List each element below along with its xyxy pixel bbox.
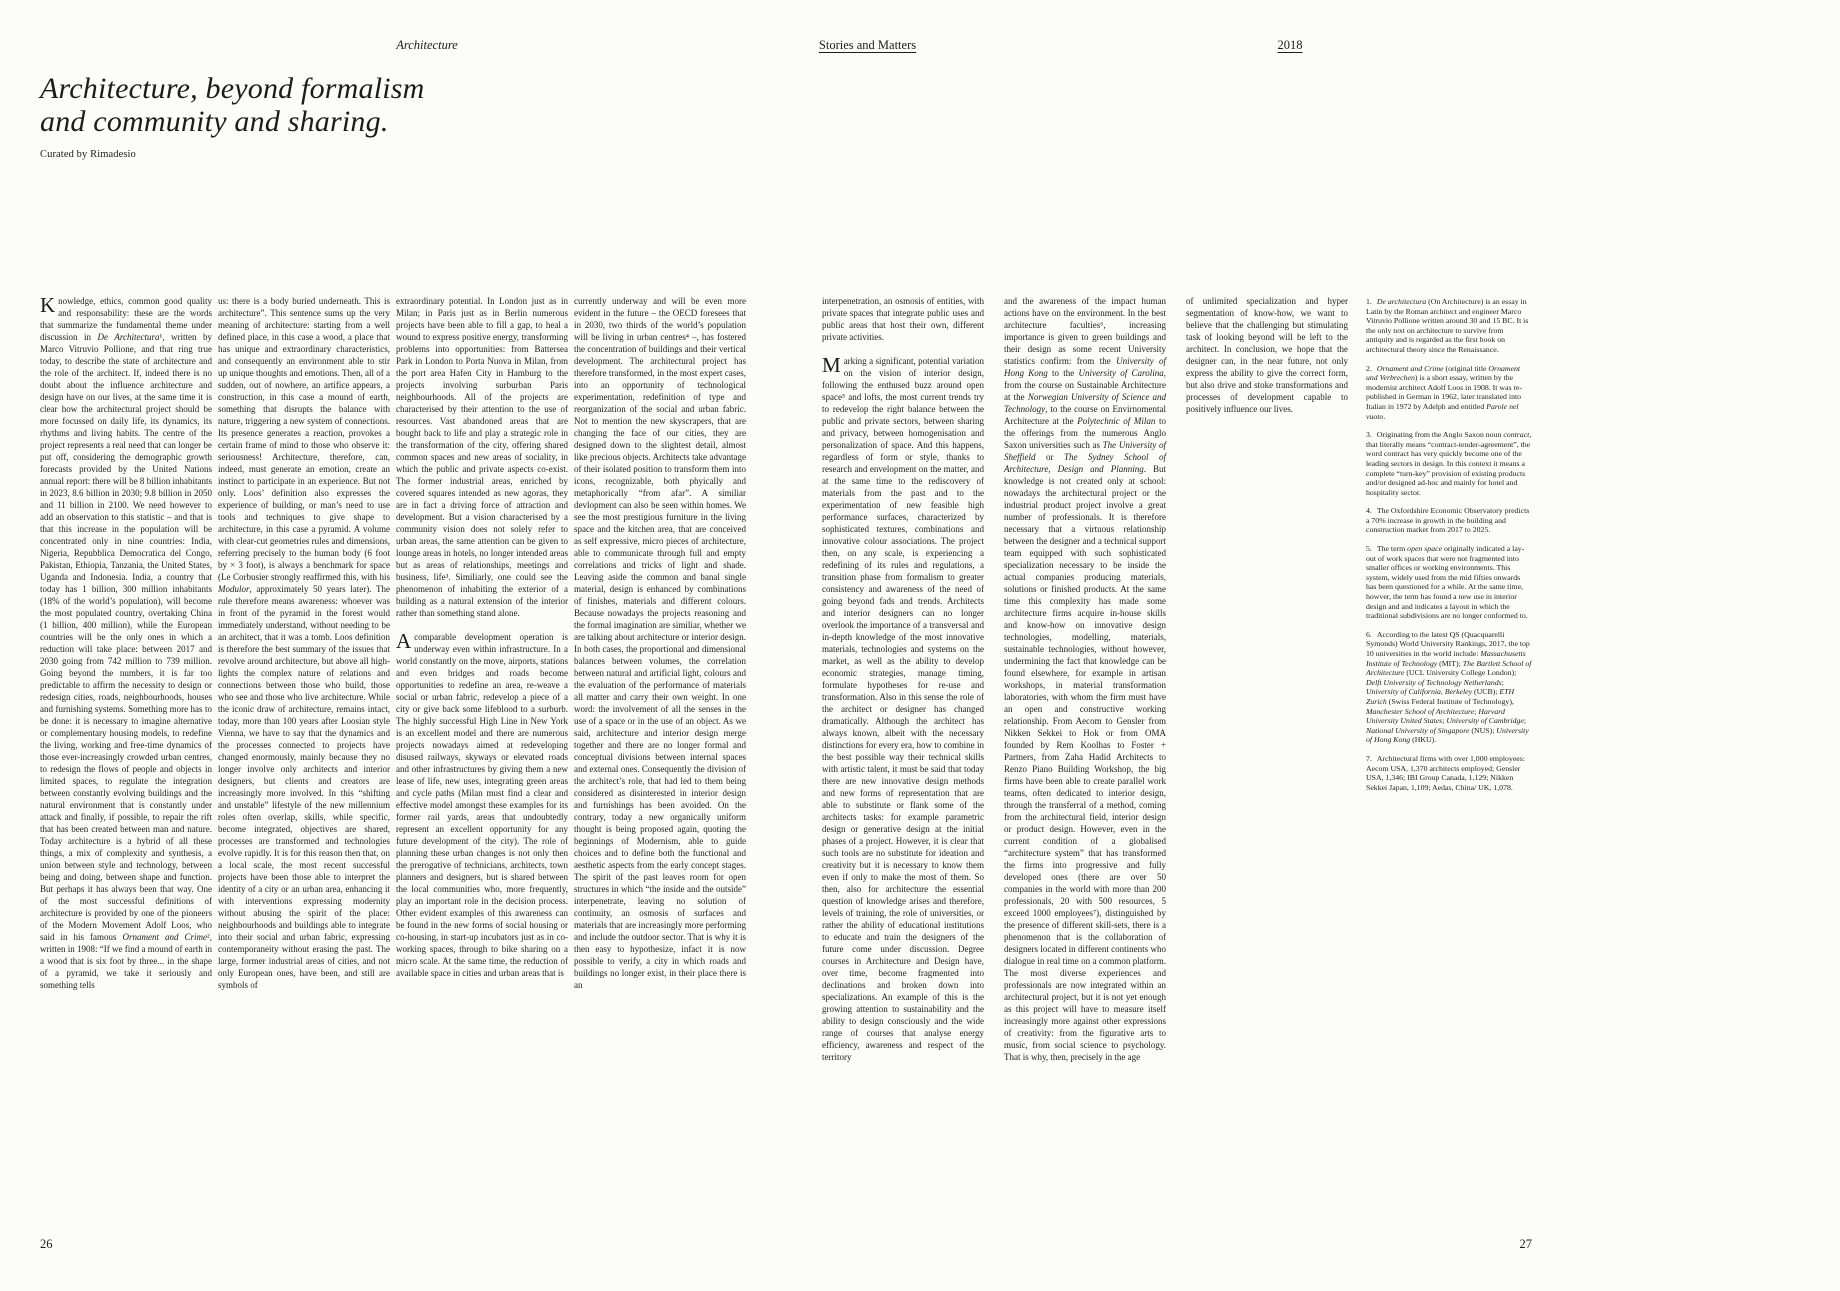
footnote-number: 1. [1366, 297, 1372, 306]
text-column [1186, 295, 1348, 415]
byline: Curated by Rimadesio [40, 149, 136, 160]
page-number-left: 26 [40, 1237, 53, 1251]
footnote: 3. Originating from the Anglo Saxon noun contract, that literally means “contract-tender-agreement”, the word contract has very quickly become one of the leading sectors in design. In this context it means a complete “turn-key” provision of existing products and/or designed ad-hoc and mainly for hotel and hospitality sector. [1366, 430, 1532, 497]
footnote: 7. Architectural firms with over 1,000 employees: Aecom USA, 1,370 architects employed; Gensler USA, 1,346; IBI Group Canada, 1,129; Nikken Sekkei Japan, 1,109; Aedas, China/ UK, 1,078. [1366, 753, 1525, 792]
running-head-year: 2018 [1277, 38, 1303, 52]
footnote-number: 3. [1366, 430, 1372, 440]
paragraph: us: there is a body buried underneath. This is architecture”. This sentence sums up the very meaning of architecture: starting from a well defined place, in this case a wood, a place that has unique and extraordinary characteristics, and consequently an environment able to stir up unique thoughts and emotions. Then, all of a sudden, out of nowhere, an artifice appears, a construction, in this case a mound of earth, something that disrupts the balance with nature, triggering a new system of connections. Its presence generates a reaction, provokes a certain frame of mind to those who observe it: seriousness! Architecture, therefore, can, indeed, must generate an emotion, create an instinct to participate in an experience. But not only. Loos’ definition also expresses the experience of building, or man’s need to use tools and techniques to give shape to architecture, in this case a pyramid. A volume with clear-cut geometries rules and dimensions, referring precisely to the human body (6 foot by × 3 foot), is always a benchmark for space (Le Corbusier strongly reaffirmed this, with his Modulor, approximately 50 years later). The rule therefore means awareness: whoever was in front of the pyramid in the forest would immediately understand, without needing to be an architect, that it was a tomb. Loos definition is therefore the best summary of the issues that revolve around architecture, but above all high-lights the complex nature of relations and connections between those who build, those who see and those who live architecture. While the iconic draw of architecture, remains intact, today, more than 100 years after Loosian style Vienna, we have to say that the dynamics and the processes connected to projects have changed enormously, mainly because they no longer involve only architects and interior designers, but clients and creators are increasingly more involved. In this “shifting and unstable” lifestyle of the new millennium roles often overlap, skills, while specific, become integrated, objectives are shared, processes are transformed and technologies evolve rapidly. It is for this reason then that, on a local scale, the most recent successful projects have been those able to interpret the identity of a city or an urban area, enhancing it with interventions expressing modernity without abusing the spirit of the place: neighbourhoods and buildings able to integrate into their social and urban fabric, expressing contemporaneity without erasing the past. The large, former industrial areas of cities, and not only European ones, have been, and still are symbols of [218, 296, 390, 990]
text-column [1004, 295, 1166, 1063]
paragraph: interpenetration, an osmosis of entities, with private spaces that integrate public uses and public areas that host their own, different private activities. [822, 296, 984, 342]
article-title-line-2: and community and sharing. [40, 105, 389, 138]
footnote-number: 6. [1366, 629, 1372, 639]
footnote: 1. De architectura (On Architecture) is an essay in Latin by the Roman architect and engineer Marco Vitruvio Pollione written around 30 and 15 BC. It is the only text on architecture to survive from antiquity and is regarded as the first book on architectural theory since the Renaissance. [1366, 297, 1529, 354]
footnote-number: 5. [1366, 544, 1372, 554]
drop-cap: A [396, 629, 412, 653]
paragraph: and the awareness of the impact human actions have on the environment. In the best architecture faculties⁶, increasing importance is given to green buildings and their design as some recent University statistics confirm: from the University of Hong Kong to the University of Carolina, from the course on Sustainable Architecture at the Norwegian University of Science and Technology, to the course on Envirnomental Architecture at the Polytechnic of Milan to the offerings from the numerous Anglo Saxon universities such as The University of Sheffield or The Sydney School of Architecture, Design and Planning. But knowledge is not created only at school: nowadays the architectural project or the industrial product project involve a great number of professionals. It is therefore necessary that a virtuous relationship between the designer and a technical support team equipped with such sophisticated specialization necessary to be inside the actual companies producing materials, solutions or finished products. At the same time this complexity has made some architecture firms acquire in-house skills and know-how on innovative design technologies, modelling, materials, sustainable technologies, without however, undermining the fact that knowledge can be found elsewhere, for example in artisan workshops, in material transformation laboratories, with whom the firm must have an open and constructive working relationship. From Aecom to Gensler from Nikken Sekkei to Hok or from OMA founded by Rem Koolhas to Foster + Partners, from Zaha Hadid Architects to Renzo Piano Building Workshop, the big firms have been able to create parallel work teams, often dedicated to interior design, through the transferral of a method, coming from the architectural field, interior design or product design. However, even in the current condition of a globalised “architecture system” that has transformed the firms into progressive and fully developed ones (there are over 50 companies in the world with more than 200 professionals, 20 with 500 resources, 5 exceed 1000 employees⁷), distinguished by the presence of different skill-sets, there is a phenomenon that is the collaboration of designers located in different continents who dialogue in real time on a common platform. The most diverse experiences and professionals are now integrated within an architectural project, but it is not yet enough as this project will have to measure itself increasingly more against other expressions of creativity: from the figurative arts to music, from social science to psychology. That is why, then, precisely in the age [1004, 296, 1167, 1062]
footnote: 4. The Oxfordshire Economic Observatory predicts a 70% increase in growth in the building and construction market from 2017 to 2025. [1366, 506, 1530, 535]
running-head-section: Architecture [396, 38, 458, 52]
article-title [40, 72, 425, 138]
paragraph: Marking a significant, potential variation on the vision of interior design, following the enthused buzz around open space⁵ and lofts, the most current trends try to redevelop the right balance between the public and private sectors, between sharing and privacy, between homogenisation and personalization of space. And this happens, regardless of form or style, thanks to research and envelopment on the matter, and at the same time to the rediscovery of materials from the past and to the experimentation of new feasible high performance surfaces, characterized by sophisticated textures, combinations and innovative colour associations. The project then, on any scale, is experiencing a redefining of its rules and regulations, a transition phase from formalism to greater consistency and awareness of the need of going beyond fads and trends. Architects and interior designers can no longer overlook the importance of a transversal and in-depth knowledge of the most innovative materials, technologies and systems on the market, as well as the ability to develop economic strategies, manage timing, formulate hypotheses for re-use and transformation. Also in this sense the role of the architect or designer has changed dramatically. Although the architect has always known, albeit with the necessary distinctions for every era, how to combine in the best possible way their technical skills with artistic talent, it must be said that today there are new innovative design methods and new forms of representation that are able to substitute or flank some of the architects tasks: for example parametric design or generative design at the initial phases of a project. However, it is clear that such tools are no substitute for ideation and creativity but it is necessary to know them even if only to make the most of them. So then, also for architecture the essential question of knowledge arises and therefore, levels of training, the role of universities, or rather the ability of educational institutions to educate and train the designers of the future come under discussion. Degree courses in Architecture and Design have, over time, become fragmented into declinations and broken down into specializations. An example of this is the growing attention to sustainability and the ability to design consciously and the wide range of courses that analyse energy efficiency, awareness and respect of the territory [822, 353, 984, 1062]
text-column [822, 295, 984, 1063]
paragraph: of unlimited specialization and hyper segmentation of know-how, we want to believe that the challenging but stimulating task of looking beyond will be left to the architect. In conclusion, we hope that the designer can, in the near future, not only express the ability to give the correct form, but also drive and stoke transformations and processes of development capable to positively influence our lives. [1186, 296, 1348, 414]
page-number-right: 27 [1519, 1237, 1532, 1251]
footnote: 6. According to the latest QS (Quacquarelli Symonds) World University Rankings, 2017, the top 10 universities in the world include: Massachusetts Institute of Technology (MIT); The Bartlett School of Architecture (UCL University College London); Delft University of Technology Netherlands; University of California, Berkeley (UCB); ETH Zurich (Swiss Federal Institute of Technology), Manchester School of Architecture; Harvard University United States; University of Cambridge; National University of Singapore (NUS); University of Hong Kong (HKU). [1366, 629, 1532, 745]
paragraph: extraordinary potential. In London just as in Milan; in Paris just as in Berlin numerous projects have been able to fill a gap, to heal a wound to express positive energy, transforming problems into opportunities: from Battersea Park in London to Porta Nuova in Milan, from the port area Hafen City in Hamburg to the projects involving surburban Paris neighbourhoods. All of the projects are characterised by their attention to the use of resources. Vast abandoned areas that are bought back to life and play a strategic role in the transformation of the city, offering shared common spaces and new areas of sociality, in which the public and private aspects co-exist. The former industrial areas, enriched by covered squares intended as new agoras, they are in fact a driving force of attraction and development. But a vision characterised by a community vision does not solely refer to urban areas, the same attention can be given to lounge areas in hotels, no longer intended areas but as areas of relationships, meetings and business, life³. Similiarly, one could see the phenomenon of inhabiting the exterior of a building as a natural extension of the interior rather than something stand alone. [396, 296, 568, 618]
drop-cap: K [40, 293, 56, 317]
article-title-line-1: Architecture, beyond formalism [40, 72, 425, 105]
paragraph: A comparable development operation is underway even within infrastructure. In a world constantly on the move, airports, stations and even bridges and roads become opportunities to redefine an area, re-weave a social or urban fabric, redevelop a piece of a city or give back some lifeblood to a surburb. The highly successful High Line in New York is an excellent model and there are numerous projects nowadays aimed at redeveloping disused railways, skyways or elevated roads and other infrastructures by giving them a new lease of life, new uses, integrating green areas and cycle paths (Milan must find a clear and effective model amongst these examples for its former rail yards, areas that undoubtedly represent an excellent opportunity for any future development of the city). The role of planning these urban changes is not only then the prerogative of technicians, architects, town planners and designers, but is shared between the local communities who, more frequently, play an important role in the decision process. Other evident examples of this awareness can be found in the new forms of social housing or co-housing, in start-up incubators just as in co-working spaces, through to bike sharing on a micro scale. At the same time, the reduction of available space in cities and urban areas that is [396, 629, 568, 978]
text-column [40, 295, 212, 991]
paragraph: currently underway and will be even more evident in the future – the OECD foresees that in 2030, two thirds of the world’s population will be living in urban centres⁴ –, has fostered the concentration of buildings and their vertical development. The architectural project has therefore transformed, in the most expert cases, into an opportunity of technological experimentation, redefinition of type and reorganization of the social and urban fabric. Not to mention the new skyscrapers, that are changing the face of our cities, they are designed down to the slightest detail, almost like precious objects. Architects take advantage of their isolated position to transform them into icons, recognizable, both phyically and metaphorically “from afar”. A similiar devlopment can also be seen within homes. We see the most prestigious furniture in the living space and the kitchen area, that are conceived as self expressive, micro pieces of architecture, able to communicate through full and empty correlations and tricks of light and shade. Leaving aside the common and banal single material, design is enhanced by combinations of finishes, materials and different colours. Because nowadays the projects reasoning and the formal imagination are similiar, whether we are talking about architecture or interior design. In both cases, the proportional and dimensional balances between volumes, the correlation between natural and artificial light, colours and the evaluation of the performance of materials all matter and carry their own weight. In one word: the involvement of all the senses in the use of a space or in the use of an object. As we said, architecture and interior design merge together and there are no longer formal and conceptual divisions between internal spaces and external ones. Consequently the division of the architect’s role, that had led to them being considered as disinterested in interior design and furnishings has been avoided. On the contrary, today a new organically uniform thought is being proposed again, quoting the beginnings of Modernism, able to guide choices and to define both the functional and aesthetic aspects from the early concept stages. The spirit of the past leaves room for open structures in which “the inside and the outside” interpenetrate, leaving no solution of continuity, an osmosis of surfaces and materials that are increasingly more performing and include the outdoor sector. That is why it is then easy to hypothesize, infact it is now possible to verify, a city in which roads and buildings no longer exist, in their place there is an [574, 296, 746, 990]
drop-cap: M [822, 353, 841, 377]
text-column [218, 295, 390, 991]
footnote: 2. Ornament and Crime (original title Ornament und Verbrechen) is a short essay, written by the modernist architect Adolf Loos in 1908. It was re-published in German in 1962, later translated into Italian in 1972 by Adelph and entitled Parole nel vuoto. [1366, 363, 1523, 421]
footnote-number: 7. [1366, 753, 1372, 763]
footnote: 5. The term open space originally indicated a lay-out of work spaces that were not fragmented into smaller offices or working environments. This system, widely used from the mid fifties onwards has been questioned for a while. At the same time, howver, the term has found a new use in interior design and and indicates a layout in which the traditional subdivisions are no longer conformed to. [1366, 544, 1528, 621]
text-column [396, 295, 568, 979]
footnote-number: 2. [1366, 363, 1372, 373]
running-head-title: Stories and Matters [818, 38, 917, 52]
paragraph: Knowledge, ethics, common good quality and responsability: these are the words that summarize the fundamental theme under discussion in De Architectura¹, written by Marco Vitruvio Pollione, and that ring true today, to describe the state of architecture and the role of the architect. If, indeed there is no doubt about the influence architecture and design have on our lives, at the same time it is clear how the architectural project should be more focussed on daily life, its dynamics, its rhythms and living habits. The centre of the project represents a real need that can longer be put off, considering the demographic growth forecasts provided by the United Nations annual report: there will be 8 billion inhabitants in 2023, 8.6 billion in 2030; 9.8 billion in 2050 and 11 billion in 2100. We need however to add an observation to this statistic – and that is that this increase in the population will be concentrated only in nine countries: India, Nigeria, Repubblica Democratica del Congo, Pakistan, Ethiopia, Tanzania, the United States, Uganda and Indonesia. India, a country that today has 1 billion, 300 million inhabitants (18% of the world’s population), will become the most populated country, overtaking China (1 billion, 400 million), while the European countries will be the only ones in which a reduction will take place: between 2017 and 2030 going from 742 million to 739 million. Going beyond the numbers, it is far too predictable to affirm the necessity to design or redesign cities, roads, neighbourhoods, houses and furnishing systems. Something more has to be done: it is necessary to imagine alternative or complementary housing models, to redefine the living, working and free-time dynamics of those ever-increasingly crowded urban centres, to redesign the flows of people and objects in limited spaces, to regulate the integration between constantly evolving buildings and the natural environment that is constantly under attack and finally, if possible, to repair the rift that has been created between man and nature. Today architecture is a hybrid of all these things, a mix of complexity and synthesis, a union between style and technology, between being and doing, between shape and function. But perhaps it has always been that way. One of the most successful definitions of architecture is provided by one of the pioneers of the Modern Movement Adolf Loos, who said in his famous Ornament and Crime², written in 1908: “If we find a mound of earth in a wood that is six foot by three... in the shape of a pyramid, we take it seriously and something tells [40, 293, 212, 990]
footnotes-column [1366, 297, 1532, 801]
text-column [574, 295, 746, 991]
footnote-number: 4. [1366, 506, 1372, 516]
